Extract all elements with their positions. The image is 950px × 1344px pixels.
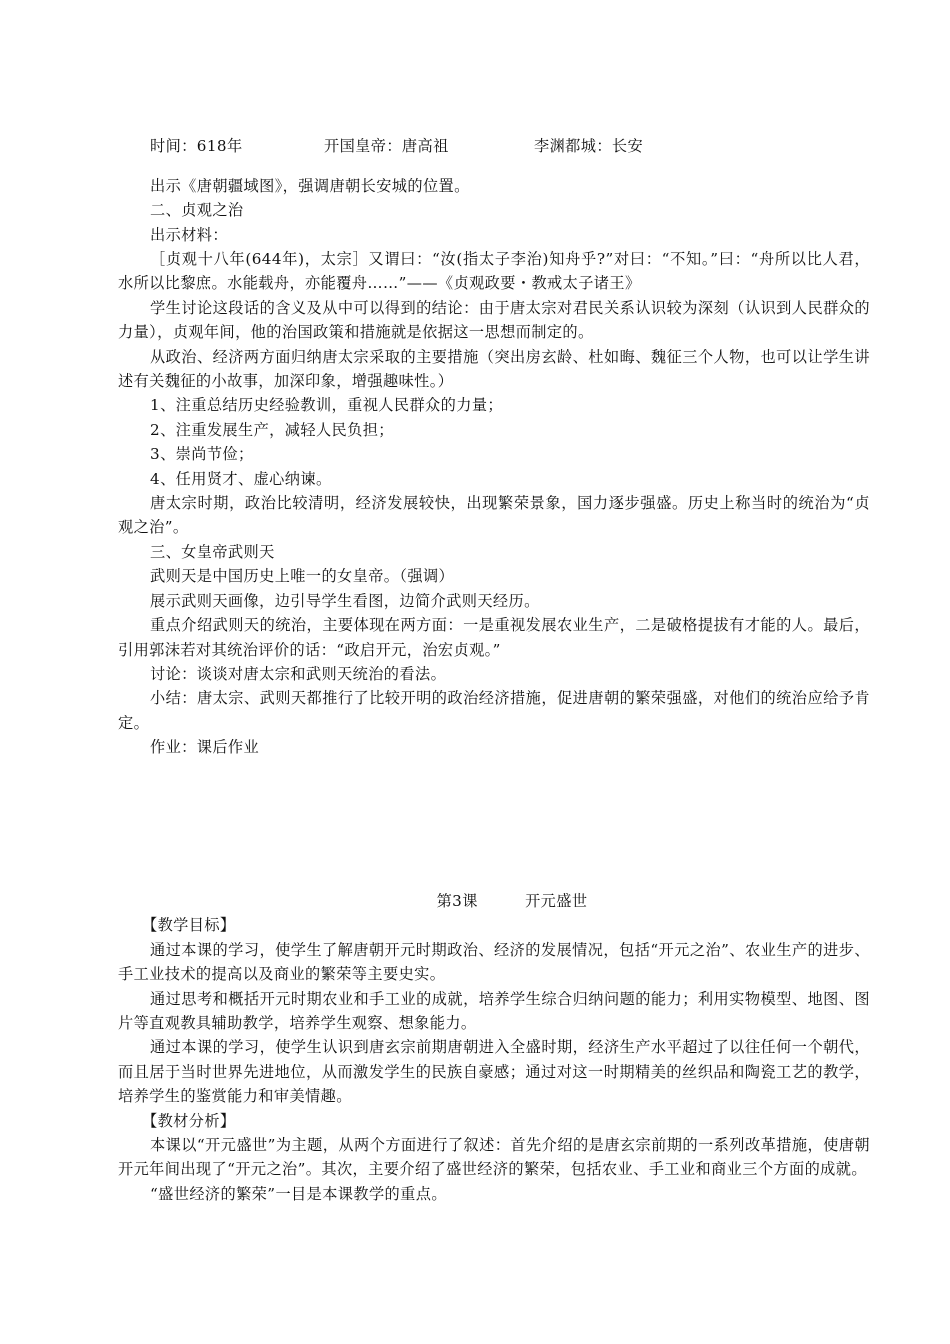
founding-time: 时间：618年 xyxy=(150,137,243,156)
quote-paragraph: ［贞观十八年(644年)，太宗］又谓曰：“汝(指太子李治)知舟乎?”对曰：“不知。”曰：“舟所以比人君，水所以比黎庶。水能载舟，亦能覆舟……”——《贞观政要・教戒太子诸王》 xyxy=(118,250,870,293)
paragraph: 讨论：谈谈对唐太宗和武则天统治的看法。 xyxy=(150,664,447,683)
analysis-paragraph: “盛世经济的繁荣”一目是本课教学的重点。 xyxy=(150,1184,447,1203)
paragraph: 武则天是中国历史上唯一的女皇帝。（强调） xyxy=(150,567,455,586)
section-heading: 二、贞观之治 xyxy=(150,201,244,220)
analysis-paragraph: 本课以“开元盛世”为主题，从两个方面进行了叙述：首先介绍的是唐玄宗前期的一系列改革措施，使唐朝开元年间出现了“开元之治”。其次，主要介绍了盛世经济的繁荣，包括农业、手工业和商业三个方面的成就。 xyxy=(118,1136,870,1179)
section-tang-zhenguan xyxy=(118,119,870,760)
lesson-number: 第3课 xyxy=(436,892,478,910)
paragraph: 唐太宗时期，政治比较清明，经济发展较快，出现繁荣景象，国力逐步强盛。历史上称当时的统治为“贞观之治”。 xyxy=(118,494,870,537)
goal-paragraph: 通过本课的学习，使学生了解唐朝开元时期政治、经济的发展情况，包括“开元之治”、农业生产的进步、手工业技术的提高以及商业的繁荣等主要史实。 xyxy=(118,940,870,984)
paragraph: 小结：唐太宗、武则天都推行了比较开明的政治经济措施，促进唐朝的繁荣强盛，对他们的统治应给予肯定。 xyxy=(118,689,870,732)
measure-item: 4、任用贤才、虚心纳谏。 xyxy=(150,469,332,488)
lesson-title xyxy=(118,889,870,913)
lesson-name: 开元盛世 xyxy=(525,892,588,910)
homework-line: 作业：课后作业 xyxy=(150,738,260,757)
section-lesson3 xyxy=(118,889,870,1206)
measure-item: 1、注重总结历史经验教训，重视人民群众的力量； xyxy=(150,396,503,415)
founding-info-line xyxy=(118,134,870,158)
paragraph: 重点介绍武则天的统治，主要体现在两方面：一是重视发展农业生产，二是破格提拔有才能的人。最后，引用郭沫若对其统治评价的话：“政启开元，治宏贞观。” xyxy=(118,616,870,659)
paragraph: 学生讨论这段话的含义及从中可以得到的结论：由于唐太宗对君民关系认识较为深刻（认识到人民群众的力量），贞观年间，他的治国政策和措施就是依据这一思想而制定的。 xyxy=(118,298,870,342)
analysis-heading: 【教材分析】 xyxy=(142,1111,236,1130)
goals-heading: 【教学目标】 xyxy=(142,916,236,935)
paragraph: 展示武则天画像，边引导学生看图，边简介武则天经历。 xyxy=(150,591,540,610)
paragraph: 出示《唐朝疆域图》，强调唐朝长安城的位置。 xyxy=(150,176,470,195)
section-heading: 三、女皇帝武则天 xyxy=(150,542,275,561)
measure-item: 3、崇尚节俭； xyxy=(150,445,254,464)
paragraph: 出示材料： xyxy=(150,225,228,244)
founding-emperor: 开国皇帝：唐高祖 xyxy=(324,137,449,156)
capital-city: 李渊都城：长安 xyxy=(534,137,644,156)
paragraph: 从政治、经济两方面归纳唐太宗采取的主要措施（突出房玄龄、杜如晦、魏征三个人物，也可以让学生讲述有关魏征的小故事，加深印象，增强趣味性。） xyxy=(118,347,870,391)
goal-paragraph: 通过思考和概括开元时期农业和手工业的成就，培养学生综合归纳问题的能力；利用实物模型、地图、图片等直观教具辅助教学，培养学生观察、想象能力。 xyxy=(118,989,870,1033)
goal-paragraph: 通过本课的学习，使学生认识到唐玄宗前期唐朝进入全盛时期，经济生产水平超过了以往任何一个朝代，而且居于当时世界先进地位，从而激发学生的民族自豪感；通过对这一时期精美的丝织品和陶瓷工艺的教学，培养学生的鉴赏能力和审美情趣。 xyxy=(118,1038,870,1106)
measure-item: 2、注重发展生产，减轻人民负担； xyxy=(150,420,394,439)
